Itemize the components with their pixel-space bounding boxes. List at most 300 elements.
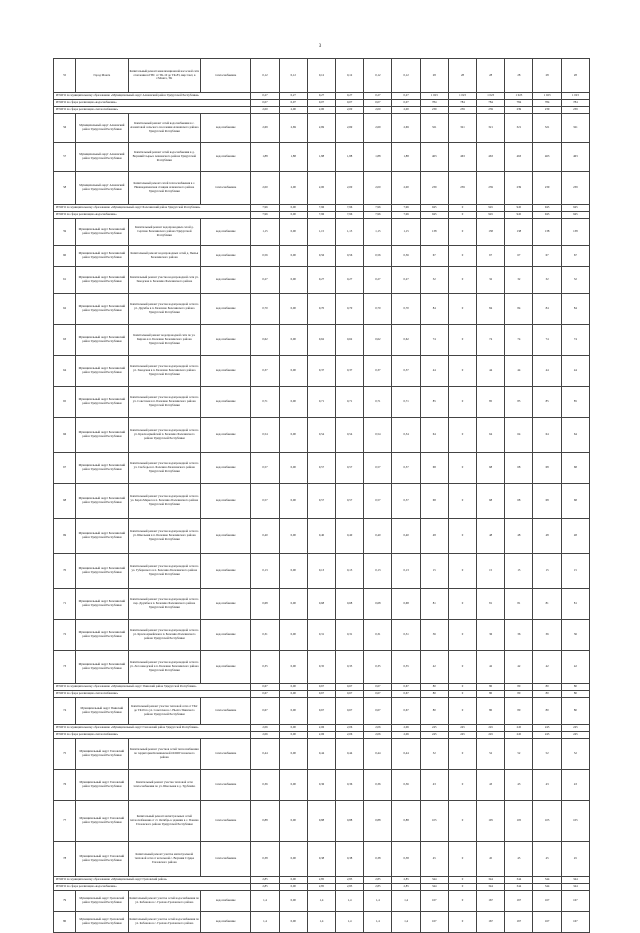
sector-cell: теплоснабжение xyxy=(201,770,251,801)
value-cell: 2,06 xyxy=(364,732,392,739)
value-cell: 0,36 xyxy=(336,770,364,801)
value-cell: 167 xyxy=(420,912,448,933)
value-cell: 32 xyxy=(420,267,448,294)
value-cell: 344 xyxy=(420,884,448,891)
value-cell: 1,4 xyxy=(364,891,392,912)
value-cell: 0,67 xyxy=(364,684,392,691)
value-cell: 2,85 xyxy=(392,884,420,891)
value-cell: 2,69 xyxy=(307,114,335,143)
value-cell: 0,00 xyxy=(279,484,307,519)
value-cell: 0,13 xyxy=(336,554,364,589)
value-cell: 48 xyxy=(420,519,448,554)
value-cell: 463 xyxy=(561,143,589,172)
municipality-cell: Муниципальный округ Глазовский район Удмуртской Республики xyxy=(76,842,128,877)
value-cell: 0,27 xyxy=(392,93,420,100)
value-cell: 0,62 xyxy=(336,325,364,356)
work-description-cell: Капитальный ремонт участка водопроводной сети по ул. Заводская в п. Балезино Балезинского района Удмуртской Республики xyxy=(128,356,201,387)
value-cell: 2,00 xyxy=(392,172,420,205)
municipality-cell: Муниципальный округ Балезинский район Удмуртской Республики xyxy=(76,325,128,356)
value-cell: 64 xyxy=(533,418,561,453)
table-row xyxy=(54,912,590,933)
work-description-cell: Капитальный ремонт участка водопроводной сети по ул. Губернского в п. Балезино Балезинского района Удмуртской Республики xyxy=(128,554,201,589)
value-cell: 52 xyxy=(533,739,561,770)
row-number: 59 xyxy=(54,219,76,246)
value-cell: 344 xyxy=(561,884,589,891)
value-cell: 80 xyxy=(420,691,448,698)
value-cell: 0,67 xyxy=(336,698,364,725)
municipality-cell: Муниципальный округ Балезинский район Удмуртской Республики xyxy=(76,356,128,387)
value-cell: 0,62 xyxy=(364,325,392,356)
value-cell: 245 xyxy=(477,732,505,739)
value-cell: 0,40 xyxy=(251,519,279,554)
value-cell: 2,06 xyxy=(392,732,420,739)
work-description-cell: Капитальный ремонт участка водопроводной сети по ул. Школьная в п. Балезино Балезинского района Удмуртской Республики xyxy=(128,519,201,554)
table-row xyxy=(54,651,590,684)
sector-total-row xyxy=(54,212,590,219)
municipality-cell: Муниципальный округ Балезинский район Удмуртской Республики xyxy=(76,484,128,519)
value-cell: 80 xyxy=(533,698,561,725)
work-description-cell: Капитальный ремонт участка сетей водоснабжения по ул. Кабанова в с. Грахово Граховского района xyxy=(128,912,201,933)
value-cell: 167 xyxy=(420,891,448,912)
total-label: ИТОГО по сфере реализации «водоснабжение» xyxy=(54,212,251,219)
value-cell: 245 xyxy=(420,732,448,739)
value-cell: 0,00 xyxy=(279,356,307,387)
value-cell: 0 xyxy=(448,801,476,842)
value-cell: 2,85 xyxy=(392,877,420,884)
value-cell: 80 xyxy=(420,698,448,725)
value-cell: 0 xyxy=(448,519,476,554)
value-cell: 0,57 xyxy=(251,453,279,484)
value-cell: 48 xyxy=(561,519,589,554)
value-cell: 245 xyxy=(533,732,561,739)
value-cell: 2,00 xyxy=(336,172,364,205)
municipality-total-row xyxy=(54,684,590,691)
value-cell: 2,00 xyxy=(251,107,279,114)
value-cell: 0 xyxy=(448,842,476,877)
value-cell: 0,88 xyxy=(364,801,392,842)
value-cell: 0,27 xyxy=(251,267,279,294)
row-number: 72 xyxy=(54,620,76,651)
value-cell: 945 xyxy=(505,212,533,219)
value-cell: 0,00 xyxy=(279,725,307,732)
municipality-cell: Муниципальный округ Алнашский район Удмуртской Республики xyxy=(76,114,128,143)
value-cell: 80 xyxy=(561,691,589,698)
value-cell: 0 xyxy=(448,205,476,212)
value-cell: 0,88 xyxy=(336,801,364,842)
value-cell: 0,67 xyxy=(336,691,364,698)
row-number: 79 xyxy=(54,891,76,912)
value-cell: 167 xyxy=(505,912,533,933)
value-cell: 0,27 xyxy=(279,93,307,100)
value-cell: 2,06 xyxy=(392,725,420,732)
municipality-total-row xyxy=(54,725,590,732)
value-cell: 138 xyxy=(477,219,505,246)
value-cell: 2,00 xyxy=(279,172,307,205)
value-cell: 2,06 xyxy=(251,725,279,732)
value-cell: 15 xyxy=(477,554,505,589)
value-cell: 2,06 xyxy=(307,732,335,739)
value-cell: 2,85 xyxy=(364,877,392,884)
value-cell: 68 xyxy=(505,484,533,519)
municipality-cell: Муниципальный округ Балезинский район Удмуртской Республики xyxy=(76,651,128,684)
value-cell: 0,00 xyxy=(279,842,307,877)
sector-cell: теплоснабжение xyxy=(201,842,251,877)
value-cell: 84 xyxy=(420,294,448,325)
value-cell: 0,00 xyxy=(279,684,307,691)
value-cell: 784 xyxy=(561,100,589,107)
sector-cell: теплоснабжение xyxy=(201,59,251,93)
sector-cell: водоснабжение xyxy=(201,143,251,172)
value-cell: 0,56 xyxy=(251,246,279,267)
value-cell: 0,70 xyxy=(364,294,392,325)
row-number: 71 xyxy=(54,589,76,620)
value-cell: 0,57 xyxy=(336,484,364,519)
value-cell: 0,57 xyxy=(251,484,279,519)
value-cell: 32 xyxy=(477,267,505,294)
row-number: 78 xyxy=(54,842,76,877)
row-number: 70 xyxy=(54,554,76,589)
value-cell: 0,67 xyxy=(364,698,392,725)
value-cell: 68 xyxy=(505,453,533,484)
table-row xyxy=(54,453,590,484)
work-description-cell: Капитальный ремонт магистральных сетей теплоснабжения от ст. Октябрь к зданиям в с. Понино Глазовского района Удмуртской Республики xyxy=(128,801,201,842)
value-cell: 2,69 xyxy=(251,114,279,143)
total-label: ИТОГО по сфере реализации «теплоснабжение» xyxy=(54,691,251,698)
value-cell: 0,71 xyxy=(364,387,392,418)
work-description-cell: Капитальный ремонт водопроводных сетей д. Сергино Балезинского района Удмуртской Республики xyxy=(128,219,201,246)
value-cell: 0,37 xyxy=(251,356,279,387)
value-cell: 2,85 xyxy=(336,877,364,884)
value-cell: 68 xyxy=(477,453,505,484)
value-cell: 0,54 xyxy=(251,418,279,453)
value-cell: 42 xyxy=(420,651,448,684)
value-cell: 36 xyxy=(505,620,533,651)
value-cell: 167 xyxy=(477,891,505,912)
row-number: 68 xyxy=(54,484,76,519)
value-cell: 84 xyxy=(505,294,533,325)
value-cell: 1,15 xyxy=(392,219,420,246)
value-cell: 44 xyxy=(561,356,589,387)
value-cell: 0,57 xyxy=(364,484,392,519)
sector-cell: водоснабжение xyxy=(201,325,251,356)
work-description-cell: Капитальный ремонт сетей водоснабжения в д. Верхний Сырьез Алнашского района Удмуртской Республики xyxy=(128,143,201,172)
value-cell: 2,69 xyxy=(279,114,307,143)
value-cell: 105 xyxy=(561,801,589,842)
sector-cell: водоснабжение xyxy=(201,589,251,620)
table-row xyxy=(54,356,590,387)
row-number: 58 xyxy=(54,172,76,205)
value-cell: 321 xyxy=(561,114,589,143)
value-cell: 0,00 xyxy=(279,770,307,801)
value-cell: 0,31 xyxy=(307,620,335,651)
value-cell: 239 xyxy=(448,107,476,114)
value-cell: 15 xyxy=(561,554,589,589)
value-cell: 0,67 xyxy=(307,684,335,691)
value-cell: 0,88 xyxy=(307,801,335,842)
value-cell: 43 xyxy=(533,770,561,801)
value-cell: 2,00 xyxy=(364,172,392,205)
value-cell: 42 xyxy=(561,651,589,684)
sector-cell: водоснабжение xyxy=(201,418,251,453)
value-cell: 463 xyxy=(448,143,476,172)
row-number: 69 xyxy=(54,519,76,554)
value-cell: 0,56 xyxy=(307,246,335,267)
row-number: 57 xyxy=(54,143,76,172)
value-cell: 2,85 xyxy=(251,877,279,884)
value-cell: 0,07 xyxy=(251,100,279,107)
municipality-cell: Муниципальный округ Балезинский район Удмуртской Республики xyxy=(76,453,128,484)
value-cell: 0,00 xyxy=(279,519,307,554)
value-cell: 0,54 xyxy=(392,418,420,453)
row-number: 75 xyxy=(54,739,76,770)
municipality-cell: Муниципальный округ Глазовский район Удмуртской Республики xyxy=(76,739,128,770)
value-cell: 36 xyxy=(533,620,561,651)
value-cell: 0 xyxy=(448,877,476,884)
value-cell: 0,68 xyxy=(251,589,279,620)
value-cell: 0,00 xyxy=(279,589,307,620)
value-cell: 52 xyxy=(561,739,589,770)
value-cell: 42 xyxy=(533,651,561,684)
value-cell: 0,40 xyxy=(307,519,335,554)
value-cell: 80 xyxy=(561,698,589,725)
value-cell: 0,13 xyxy=(364,554,392,589)
sector-cell: водоснабжение xyxy=(201,294,251,325)
municipality-cell: Муниципальный округ Увинский район Удмуртской Республики xyxy=(76,698,128,725)
value-cell: 0,00 xyxy=(279,418,307,453)
value-cell: 784 xyxy=(420,100,448,107)
value-cell: 7,96 xyxy=(364,212,392,219)
value-cell: 245 xyxy=(561,732,589,739)
value-cell: 321 xyxy=(505,114,533,143)
value-cell: 1,4 xyxy=(392,891,420,912)
value-cell: 2,85 xyxy=(336,884,364,891)
row-number: 67 xyxy=(54,453,76,484)
value-cell: 7,96 xyxy=(251,205,279,212)
municipality-cell: Муниципальный округ Граховский район Удмуртской Республики xyxy=(76,891,128,912)
value-cell: 0,12 xyxy=(392,59,420,93)
value-cell: 28 xyxy=(477,59,505,93)
sector-cell: теплоснабжение xyxy=(201,698,251,725)
municipality-cell: Муниципальный округ Балезинский район Удмуртской Республики xyxy=(76,294,128,325)
value-cell: 0,27 xyxy=(307,93,335,100)
value-cell: 0,00 xyxy=(279,891,307,912)
sector-total-row xyxy=(54,884,590,891)
value-cell: 7,96 xyxy=(251,212,279,219)
value-cell: 0,40 xyxy=(392,519,420,554)
value-cell: 45 xyxy=(561,842,589,877)
value-cell: 0,54 xyxy=(364,418,392,453)
row-number: 63 xyxy=(54,325,76,356)
value-cell: 0 xyxy=(448,418,476,453)
value-cell: 0,67 xyxy=(251,698,279,725)
value-cell: 0,12 xyxy=(279,59,307,93)
work-description-cell: Капитальный ремонт участка водопроводной сети по ул. Карла Маркса в п. Балезино Балезинского района Удмуртской Республики xyxy=(128,484,201,519)
value-cell: 7,96 xyxy=(307,212,335,219)
work-description-cell: Капитальный ремонт водопроводных сетей д. Пыхья Балезинского района xyxy=(128,246,201,267)
value-cell: 1,4 xyxy=(336,891,364,912)
value-cell: 85 xyxy=(561,387,589,418)
sector-total-row xyxy=(54,732,590,739)
value-cell: 0,00 xyxy=(279,387,307,418)
value-cell: 245 xyxy=(505,725,533,732)
value-cell: 0 xyxy=(448,891,476,912)
value-cell: 0 xyxy=(448,325,476,356)
value-cell: 167 xyxy=(533,891,561,912)
value-cell: 67 xyxy=(477,246,505,267)
value-cell: 2,06 xyxy=(251,732,279,739)
value-cell: 1 023 xyxy=(533,93,561,100)
value-cell: 1,88 xyxy=(336,143,364,172)
value-cell: 15 xyxy=(505,554,533,589)
value-cell: 0,67 xyxy=(307,698,335,725)
value-cell: 74 xyxy=(561,325,589,356)
sector-cell: водоснабжение xyxy=(201,554,251,589)
sector-cell: теплоснабжение xyxy=(201,739,251,770)
value-cell: 0,36 xyxy=(392,770,420,801)
value-cell: 0,67 xyxy=(392,684,420,691)
value-cell: 80 xyxy=(477,691,505,698)
value-cell: 0,38 xyxy=(307,842,335,877)
value-cell: 43 xyxy=(561,770,589,801)
value-cell: 245 xyxy=(448,732,476,739)
value-cell: 239 xyxy=(477,107,505,114)
value-cell: 0,07 xyxy=(392,100,420,107)
row-number: 66 xyxy=(54,418,76,453)
table-row xyxy=(54,219,590,246)
value-cell: 44 xyxy=(420,356,448,387)
value-cell: 0,27 xyxy=(364,93,392,100)
table-row xyxy=(54,519,590,554)
value-cell: 945 xyxy=(505,205,533,212)
value-cell: 945 xyxy=(561,205,589,212)
value-cell: 105 xyxy=(533,801,561,842)
sector-cell: водоснабжение xyxy=(201,891,251,912)
value-cell: 80 xyxy=(477,698,505,725)
value-cell: 64 xyxy=(561,418,589,453)
value-cell: 0,00 xyxy=(279,732,307,739)
value-cell: 138 xyxy=(561,219,589,246)
value-cell: 344 xyxy=(477,877,505,884)
table-row xyxy=(54,589,590,620)
value-cell: 43 xyxy=(420,770,448,801)
value-cell: 0,07 xyxy=(336,100,364,107)
value-cell: 80 xyxy=(505,691,533,698)
value-cell: 0,88 xyxy=(251,801,279,842)
value-cell: 0,00 xyxy=(279,453,307,484)
value-cell: 32 xyxy=(505,267,533,294)
value-cell: 0,00 xyxy=(279,801,307,842)
value-cell: 0,37 xyxy=(364,356,392,387)
value-cell: 0 xyxy=(448,651,476,684)
value-cell: 463 xyxy=(533,143,561,172)
value-cell: 0,27 xyxy=(251,93,279,100)
work-description-cell: Капитальный ремонт участка водопроводной сети по ул. Свободы в п. Балезино Балезинского района Удмуртской Республики xyxy=(128,453,201,484)
value-cell: 0,00 xyxy=(279,739,307,770)
value-cell: 0,36 xyxy=(307,770,335,801)
value-cell: 67 xyxy=(561,246,589,267)
table-row xyxy=(54,172,590,205)
value-cell: 68 xyxy=(561,453,589,484)
value-cell: 0,44 xyxy=(336,739,364,770)
row-number: 73 xyxy=(54,651,76,684)
value-cell: 0 xyxy=(448,698,476,725)
value-cell: 42 xyxy=(477,651,505,684)
table-row xyxy=(54,698,590,725)
value-cell: 74 xyxy=(420,325,448,356)
value-cell: 2,85 xyxy=(307,884,335,891)
sector-cell: водоснабжение xyxy=(201,267,251,294)
value-cell: 68 xyxy=(420,453,448,484)
value-cell: 1,88 xyxy=(392,143,420,172)
value-cell: 0,54 xyxy=(307,418,335,453)
total-label: ИТОГО по муниципальному образованию «Муниципальный округ Алнашский район Удмуртской Республики» xyxy=(54,93,251,100)
value-cell: 1,4 xyxy=(336,912,364,933)
value-cell: 67 xyxy=(420,246,448,267)
value-cell: 0,27 xyxy=(364,267,392,294)
row-number: 74 xyxy=(54,698,76,725)
value-cell: 321 xyxy=(533,114,561,143)
value-cell: 0,37 xyxy=(392,356,420,387)
value-cell: 85 xyxy=(477,387,505,418)
value-cell: 344 xyxy=(505,877,533,884)
value-cell: 239 xyxy=(477,172,505,205)
value-cell: 239 xyxy=(505,172,533,205)
value-cell: 1,4 xyxy=(251,891,279,912)
value-cell: 0 xyxy=(448,212,476,219)
value-cell: 0,68 xyxy=(336,589,364,620)
value-cell: 945 xyxy=(477,205,505,212)
value-cell: 28 xyxy=(505,59,533,93)
value-cell: 1 023 xyxy=(561,93,589,100)
value-cell: 0,71 xyxy=(392,387,420,418)
value-cell: 0,36 xyxy=(364,770,392,801)
table-row xyxy=(54,770,590,801)
value-cell: 1,88 xyxy=(251,143,279,172)
sector-cell: водоснабжение xyxy=(201,519,251,554)
value-cell: 138 xyxy=(505,219,533,246)
value-cell: 0 xyxy=(448,691,476,698)
value-cell: 321 xyxy=(420,114,448,143)
value-cell: 105 xyxy=(505,801,533,842)
work-description-cell: Капитальный ремонт канализационной насосной сети отопления в ГВС от ТК-10 до ТК-83, мкр Свет, в г.Можга, ТК xyxy=(128,59,201,93)
value-cell: 0,00 xyxy=(279,912,307,933)
table-row xyxy=(54,554,590,589)
value-cell: 1,88 xyxy=(279,143,307,172)
sector-cell: водоснабжение xyxy=(201,912,251,933)
value-cell: 0 xyxy=(448,246,476,267)
value-cell: 0 xyxy=(448,356,476,387)
value-cell: 48 xyxy=(477,519,505,554)
value-cell: 239 xyxy=(420,172,448,205)
value-cell: 0,35 xyxy=(392,651,420,684)
value-cell: 2,00 xyxy=(392,107,420,114)
value-cell: 239 xyxy=(561,107,589,114)
value-cell: 7,96 xyxy=(364,205,392,212)
value-cell: 0,27 xyxy=(336,267,364,294)
value-cell: 0,57 xyxy=(307,453,335,484)
value-cell: 0,36 xyxy=(251,770,279,801)
value-cell: 7,96 xyxy=(392,212,420,219)
work-description-cell: Капитальный ремонт участков сетей теплоснабжения по территории Кочишевской ООШ Глазовского района xyxy=(128,739,201,770)
value-cell: 138 xyxy=(420,219,448,246)
value-cell: 0 xyxy=(448,387,476,418)
value-cell: 344 xyxy=(533,877,561,884)
value-cell: 80 xyxy=(505,698,533,725)
value-cell: 2,06 xyxy=(364,725,392,732)
value-cell: 0,00 xyxy=(279,294,307,325)
value-cell: 28 xyxy=(533,59,561,93)
value-cell: 0,62 xyxy=(392,325,420,356)
